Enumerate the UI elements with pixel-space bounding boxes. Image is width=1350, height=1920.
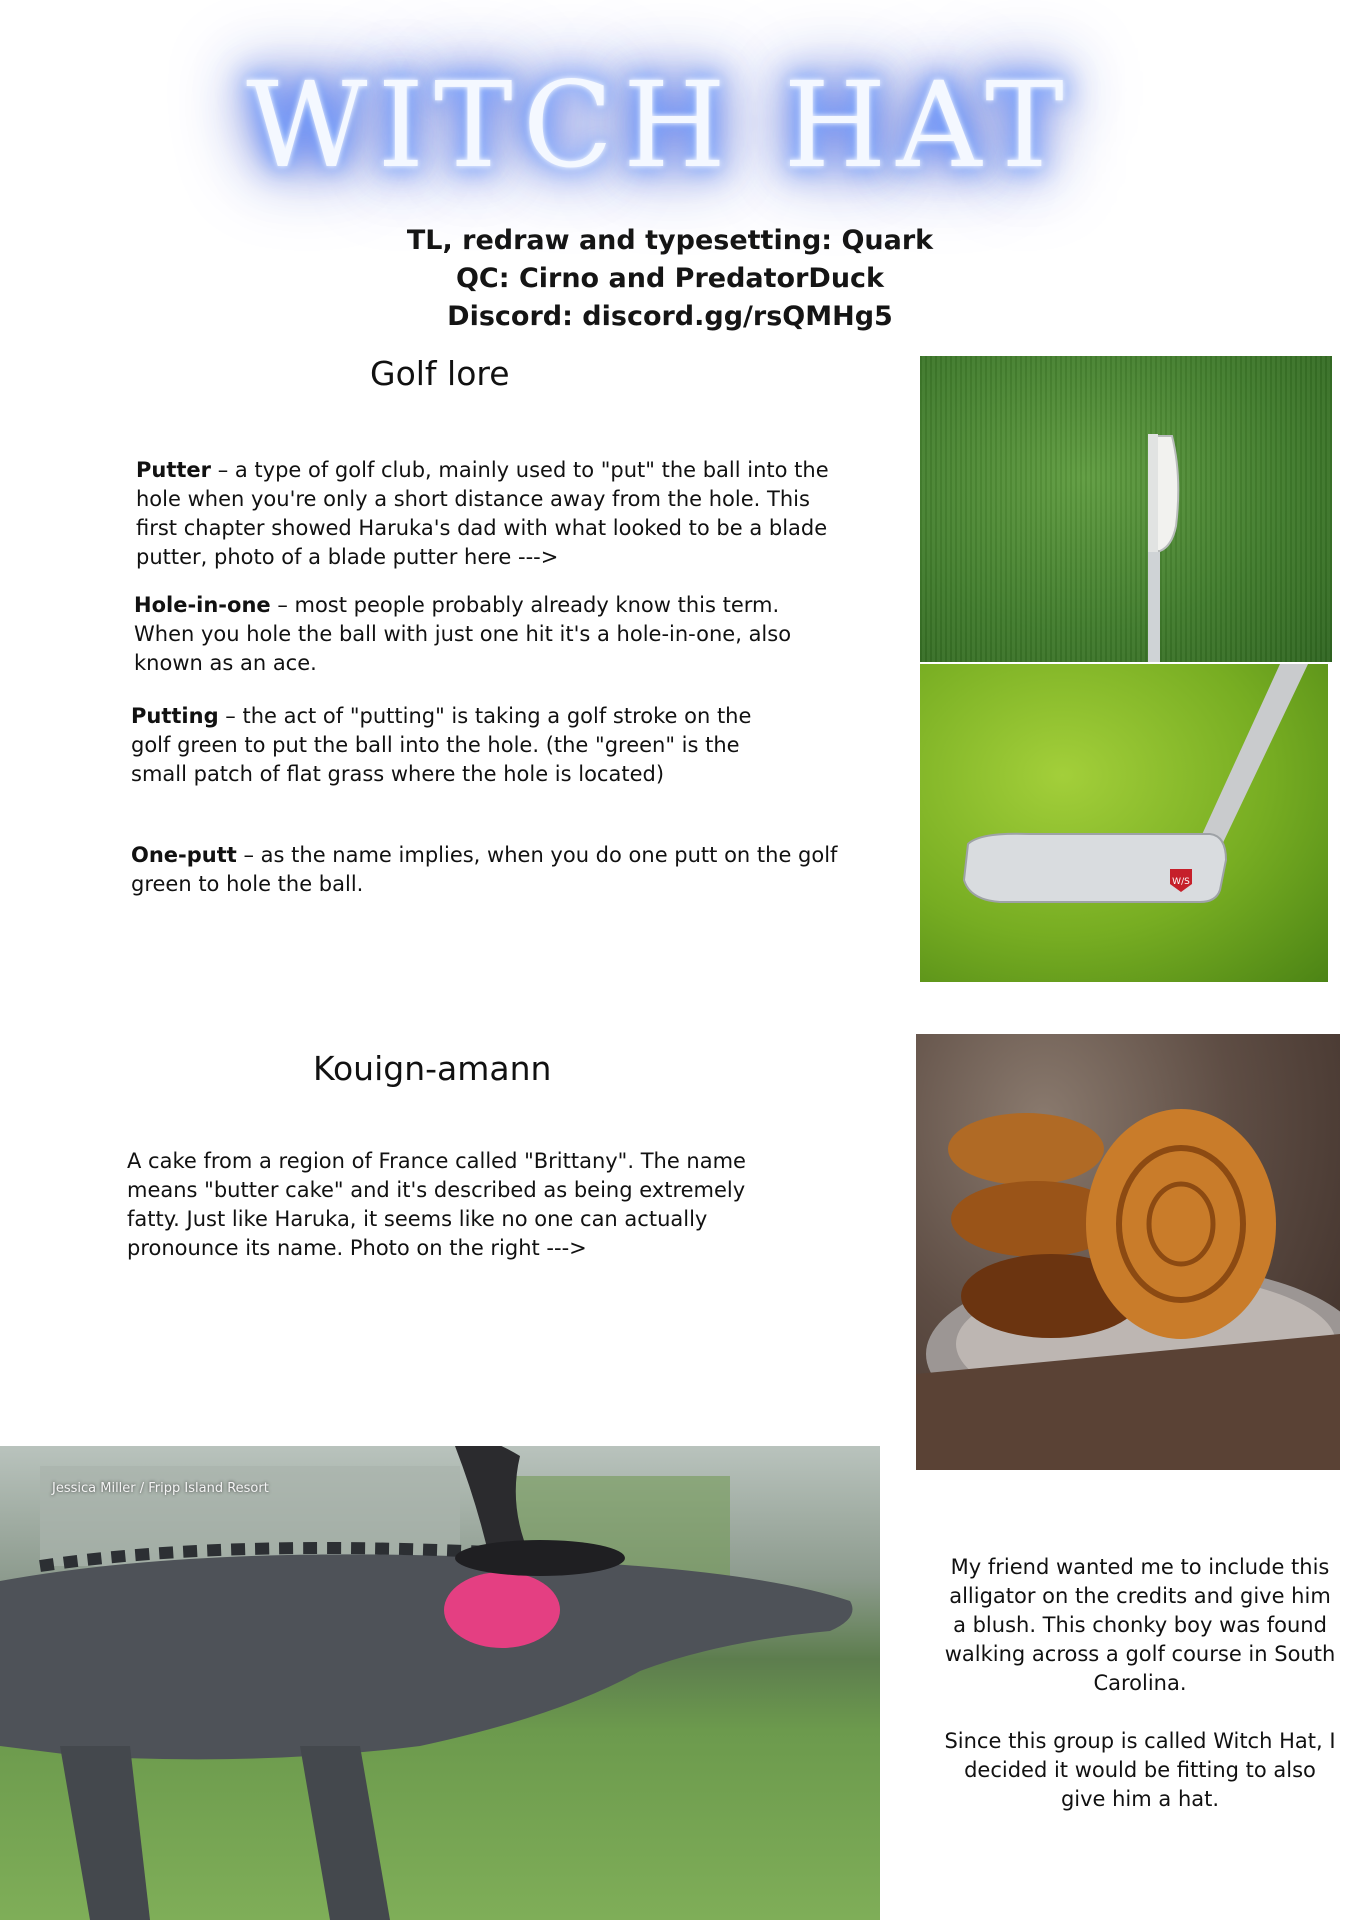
credit-discord: Discord: discord.gg/rsQMHg5 (447, 301, 893, 332)
blade-putter-closeup-illustration (920, 664, 1328, 982)
wilson-logo-text: W/S (1172, 877, 1190, 887)
kouign-amann-description: A cake from a region of France called "Brittany". The name means "butter cake" and it's described as being extremely fatty. Just like Haruka, it seems like no one can actually pronounce its name. Photo on the right ---> (127, 1149, 746, 1260)
entry-putter (136, 456, 836, 572)
term-hole-in-one: Hole-in-one (134, 593, 271, 617)
definition-one-putt: – as the name implies, when you do one putt on the golf green to hole the ball. (131, 843, 838, 896)
blade-putter-photo-closeup (920, 664, 1328, 982)
page-title: WITCH HAT (246, 56, 1074, 194)
term-one-putt: One-putt (131, 843, 237, 867)
alligator-illustration (0, 1446, 880, 1920)
kouign-amann-illustration (916, 1034, 1340, 1470)
term-putting: Putting (131, 704, 219, 728)
alligator-note-paragraph-2: Since this group is called Witch Hat, I decided it would be fitting to also give him a hat. (944, 1729, 1336, 1811)
alligator-note-paragraph-1: My friend wanted me to include this alligator on the credits and give him a blush. This chonky boy was found walking across a golf course in South Carolina. (944, 1555, 1336, 1695)
alligator-photo (0, 1446, 880, 1920)
kouign-amann-heading: Kouign-amann (313, 1049, 552, 1088)
photo-credit-caption: Jessica Miller / Fripp Island Resort (52, 1481, 269, 1496)
alligator-note (940, 1553, 1340, 1814)
blade-putter-top-illustration (920, 356, 1332, 662)
definition-hole-in-one: – most people probably already know this term. When you hole the ball with just one hit it's a hole-in-one, also known as an ace. (134, 593, 792, 675)
blade-putter-photo-top (920, 356, 1332, 662)
term-putter: Putter (136, 458, 212, 482)
credits-block (380, 222, 960, 336)
credit-qc: QC: Cirno and PredatorDuck (455, 263, 885, 294)
credit-translation: TL, redraw and typesetting: Quark (406, 225, 934, 256)
kouign-amann-photo (916, 1034, 1340, 1470)
definition-putter: – a type of golf club, mainly used to "put" the ball into the hole when you're only a short distance away from the hole. This first chapter showed Haruka's dad with what looked to be a blade putter, photo of a blade putter here ---> (136, 458, 829, 569)
blush-mark (444, 1572, 560, 1648)
entry-hole-in-one (134, 591, 834, 678)
golf-lore-heading: Golf lore (370, 354, 510, 393)
entry-one-putt (131, 841, 841, 899)
entry-putting (131, 702, 771, 789)
definition-putting: – the act of "putting" is taking a golf stroke on the golf green to put the ball into the hole. (the "green" is the small patch of flat grass where the hole is located) (131, 704, 752, 786)
